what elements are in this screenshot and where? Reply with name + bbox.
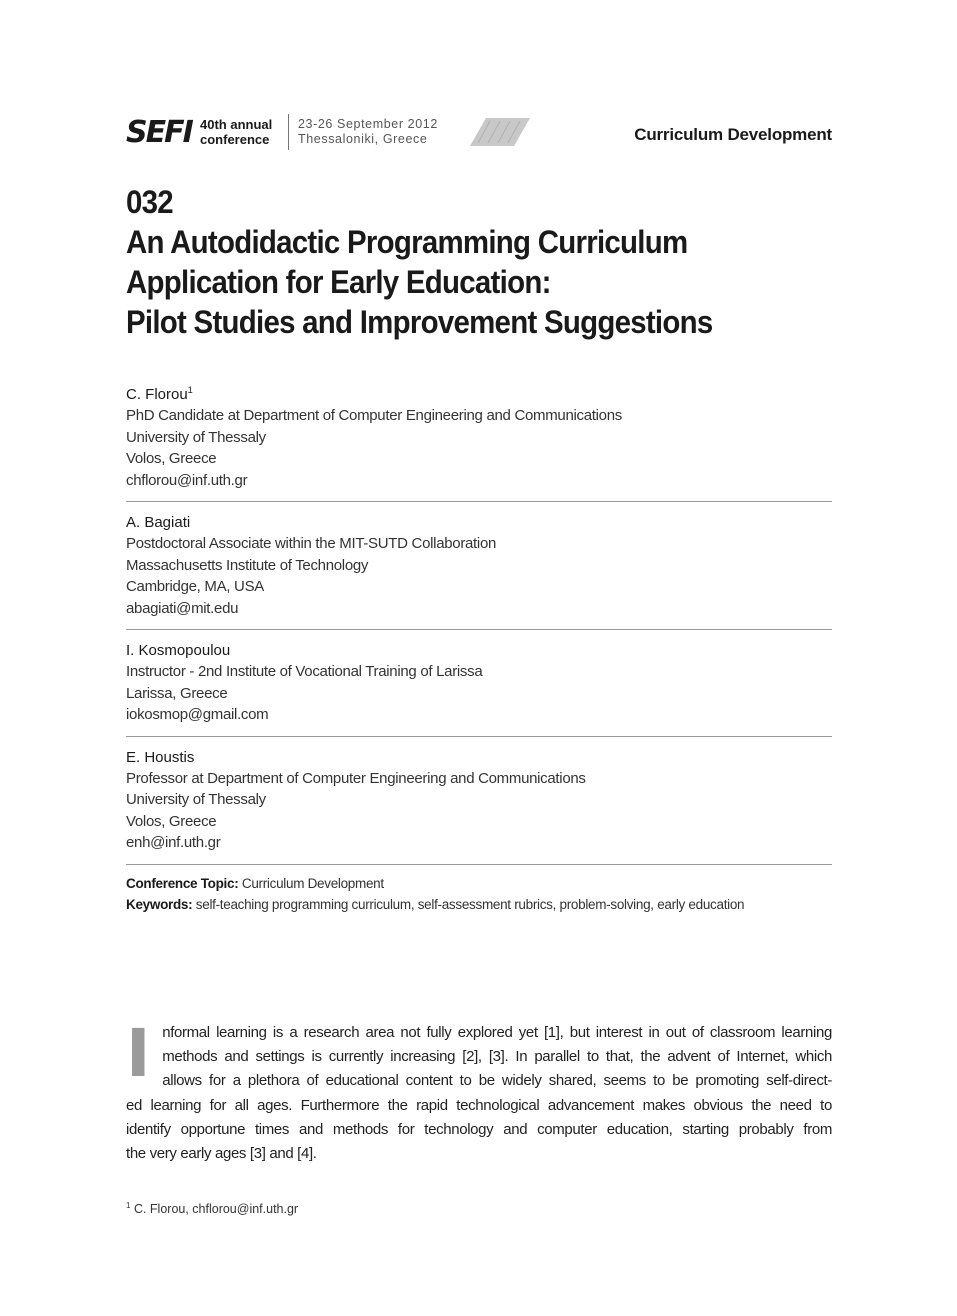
author-block bbox=[126, 380, 832, 502]
author-affiliation: University of Thessaly bbox=[126, 791, 266, 808]
header-divider bbox=[288, 114, 289, 150]
author-block bbox=[126, 747, 832, 865]
keywords bbox=[126, 894, 832, 915]
author-name: C. Florou bbox=[126, 386, 188, 403]
conference-date-location bbox=[298, 117, 438, 147]
conference-dates: 23-26 September 2012 bbox=[298, 117, 438, 131]
body-paragraph bbox=[126, 1015, 832, 1166]
author-affiliation: Larissa, Greece bbox=[126, 684, 228, 702]
body-line: ed learning for all ages. Furthermore the rapid technological advancement makes obvious the need to bbox=[126, 1096, 832, 1114]
body-line: nformal learning is a research area not fully explored yet [1], but interest in out of classroom learning bbox=[162, 1024, 832, 1041]
author-affiliation: Instructor - 2nd Institute of Vocational Training of Larissa bbox=[126, 663, 483, 680]
author-name: A. Bagiati bbox=[126, 514, 191, 531]
conference-edition bbox=[200, 117, 272, 147]
section-label: Curriculum Development bbox=[634, 125, 832, 144]
conference-ordinal: 40th bbox=[200, 117, 227, 132]
sefi-logo-text: SEFI bbox=[126, 115, 192, 150]
conference-location: Thessaloniki, Greece bbox=[298, 132, 428, 146]
paper-number: 032 bbox=[126, 184, 173, 220]
sefi-logo bbox=[126, 115, 192, 150]
topic-label: Conference Topic: bbox=[126, 876, 239, 891]
body-line: allows for a plethora of educational content to be widely shared, seems to be promoting self-direct- bbox=[162, 1072, 832, 1090]
footnote-number: 1 bbox=[126, 1201, 131, 1210]
footnote-mark: 1 bbox=[187, 385, 193, 395]
body-line: methods and settings is currently increasing [2], [3]. In parallel to that, the advent of Internet, which bbox=[162, 1048, 832, 1066]
author-email: chflorou@inf.uth.gr bbox=[126, 471, 248, 489]
author-block bbox=[126, 640, 832, 737]
conference-word: conference bbox=[200, 132, 270, 147]
author-email: enh@inf.uth.gr bbox=[126, 834, 221, 851]
footnote bbox=[126, 1197, 298, 1218]
body-line: identify opportune times and methods for technology and computer education, starting probably from bbox=[126, 1120, 832, 1138]
author-list bbox=[126, 380, 832, 875]
author-email: abagiati@mit.edu bbox=[126, 599, 239, 617]
author-affiliation: Volos, Greece bbox=[126, 812, 217, 830]
author-block bbox=[126, 512, 832, 630]
body-line: the very early ages [3] and [4]. bbox=[126, 1145, 317, 1163]
paper-title-line: Application for Early Education: bbox=[126, 264, 551, 300]
author-email: iokosmop@gmail.com bbox=[126, 706, 269, 723]
keywords-value: self-teaching programming curriculum, self-assessment rubrics, problem-solving, early education bbox=[195, 897, 745, 912]
author-affiliation: University of Thessaly bbox=[126, 428, 266, 446]
footnote-text: C. Florou, chflorou@inf.uth.gr bbox=[133, 1202, 299, 1217]
title-block bbox=[126, 182, 846, 342]
author-affiliation: PhD Candidate at Department of Computer Engineering and Communications bbox=[126, 407, 622, 424]
topic-value: Curriculum Development bbox=[241, 876, 384, 891]
author-name: I. Kosmopoulou bbox=[126, 642, 231, 659]
author-name: E. Houstis bbox=[126, 748, 195, 766]
author-affiliation: Massachusetts Institute of Technology bbox=[126, 556, 369, 574]
paper-meta bbox=[126, 873, 832, 915]
paper-title-line: Pilot Studies and Improvement Suggestions bbox=[126, 304, 713, 340]
conference-header bbox=[126, 114, 832, 154]
keywords-label: Keywords: bbox=[126, 897, 193, 912]
author-affiliation: Postdoctoral Associate within the MIT-SUTD Collaboration bbox=[126, 535, 497, 552]
paper-title-line: An Autodidactic Programming Curriculum bbox=[126, 224, 688, 260]
author-affiliation: Volos, Greece bbox=[126, 450, 217, 467]
conference-annual: annual bbox=[230, 117, 273, 132]
author-affiliation: Professor at Department of Computer Engineering and Communications bbox=[126, 769, 586, 787]
author-affiliation: Cambridge, MA, USA bbox=[126, 578, 264, 595]
conference-topic bbox=[126, 873, 832, 894]
drop-cap: I bbox=[126, 1015, 151, 1092]
decorative-stripe-icon bbox=[470, 118, 530, 146]
